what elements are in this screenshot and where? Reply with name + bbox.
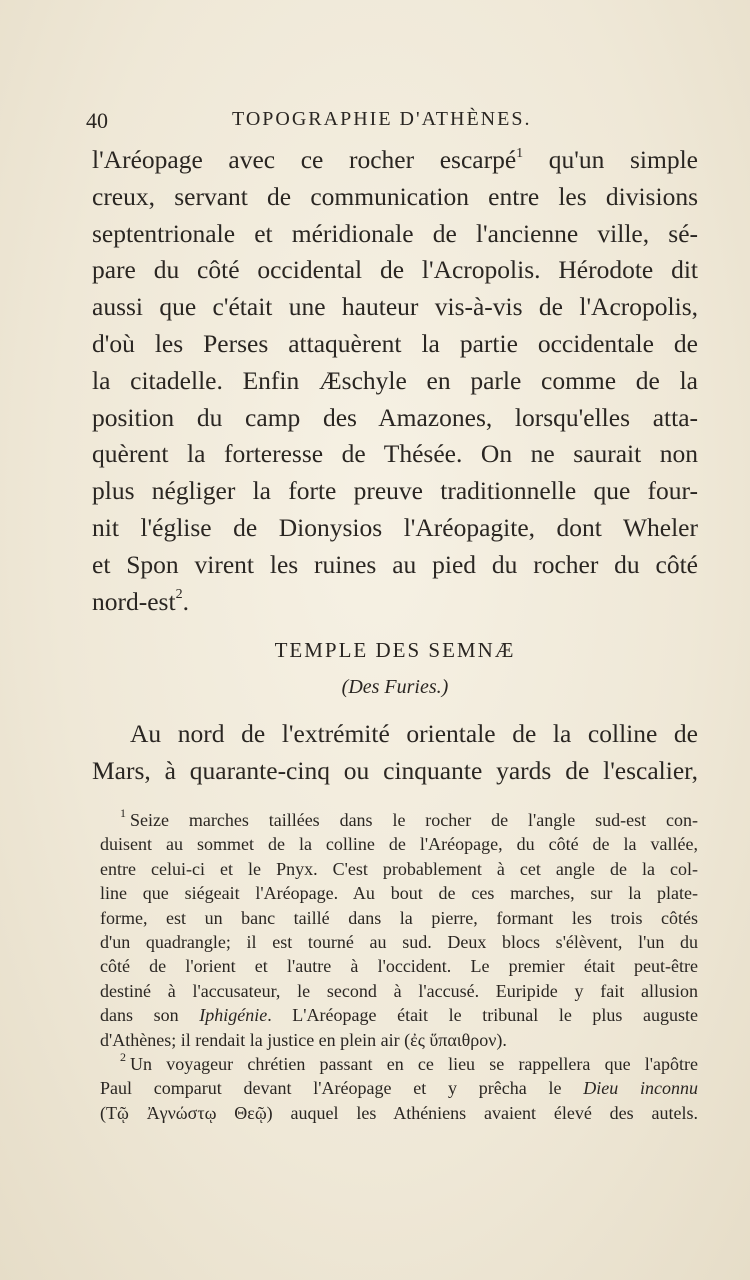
- text-line: d'où les Perses attaquèrent la partie occidentale de: [92, 328, 698, 358]
- text-line: la citadelle. Enfin Æschyle en parle comme de la: [92, 365, 698, 395]
- section-subtitle: (Des Furies.): [341, 676, 449, 698]
- text-line: septentrionale et méridionale de l'ancienne ville, sé-: [92, 218, 698, 248]
- running-title: TOPOGRAPHIE D'ATHÈNES.: [232, 108, 532, 130]
- text-line: Au nord de l'extrémité orientale de la colline de: [130, 719, 698, 748]
- footnote-ref: 1: [516, 145, 524, 161]
- text-line: et Spon virent les ruines au pied du rocher du côté: [92, 549, 698, 579]
- text-line: nord-est$^2$.: [92, 586, 189, 616]
- footnote-2-line: Paul comparut devant l'Aréopage et y prêcha le Dieu inconnu: [100, 1078, 698, 1099]
- text-line: l'Aréopage avec ce rocher escarpé$^1$ qu'un simple: [92, 145, 698, 174]
- footnote-1-line: d'Athènes; il rendait la justice en plein air (ἐς ὕπαιθρον).: [100, 1029, 507, 1050]
- footnote-1-line: forme, est un banc taillé dans la pierre, formant les trois côtés: [100, 907, 698, 928]
- page-number: 40: [86, 108, 108, 133]
- footnote-2-line: (Τῷ Ἀγνώστῳ Θεῷ) auquel les Athéniens avaient élevé des autels.: [100, 1102, 698, 1123]
- footnote-1-line: destiné à l'accusateur, le second à l'accusé. Euripide y fait allusion: [100, 980, 698, 1001]
- text-line: quèrent la forteresse de Thésée. On ne saurait non: [92, 439, 698, 469]
- footnote-1-line: duisent au sommet de la colline de l'Aréopage, du côté de la vallée,: [100, 834, 698, 855]
- text-line: position du camp des Amazones, lorsqu'elles atta-: [92, 402, 698, 432]
- footnote-1-line: entre celui-ci et le Pnyx. C'est probablement à cet angle de la col-: [100, 858, 698, 879]
- footnote-ref: 2: [175, 587, 183, 603]
- footnote-2-line: $^2$ Un voyageur chrétien passant en ce lieu se rappellera que l'apôtre: [120, 1050, 698, 1075]
- text-line: plus négliger la forte preuve traditionnelle que four-: [92, 476, 698, 506]
- footnote-1-line: $^1$ Seize marches taillées dans le rocher de l'angle sud-est con-: [120, 806, 698, 830]
- footnote-marker: 2: [120, 1050, 126, 1065]
- section-text: [92, 716, 698, 790]
- footnotes: [100, 808, 698, 1125]
- main-text: [92, 142, 698, 620]
- footnote-1-line: côté de l'orient et l'autre à l'occident. Le premier était peut-être: [100, 956, 698, 977]
- text-line: aussi que c'était une hauteur vis-à-vis de l'Acropolis,: [92, 292, 698, 322]
- book-title: Iphigénie: [199, 1005, 268, 1026]
- footnote-marker: 1: [120, 806, 126, 820]
- text-line: pare du côté occidental de l'Acropolis. Hérodote dit: [92, 255, 698, 285]
- text-line: creux, servant de communication entre les divisions: [92, 181, 698, 211]
- text-line: nit l'église de Dionysios l'Aréopagite, dont Wheler: [92, 512, 698, 542]
- running-head: [86, 108, 698, 138]
- text-line: Mars, à quarante-cinq ou cinquante yards de l'escalier,: [92, 755, 698, 785]
- section-title: TEMPLE DES SEMNÆ: [274, 638, 516, 662]
- italic-phrase: Dieu inconnu: [583, 1078, 698, 1099]
- footnote-1-line: dans son Iphigénie. L'Aréopage était le tribunal le plus auguste: [100, 1005, 699, 1026]
- footnote-1-line: line que siégeait l'Aréopage. Au bout de ces marches, sur la plate-: [100, 883, 698, 904]
- footnote-1-line: d'un quadrangle; il est tourné au sud. Deux blocs s'élèvent, l'un du: [100, 932, 698, 953]
